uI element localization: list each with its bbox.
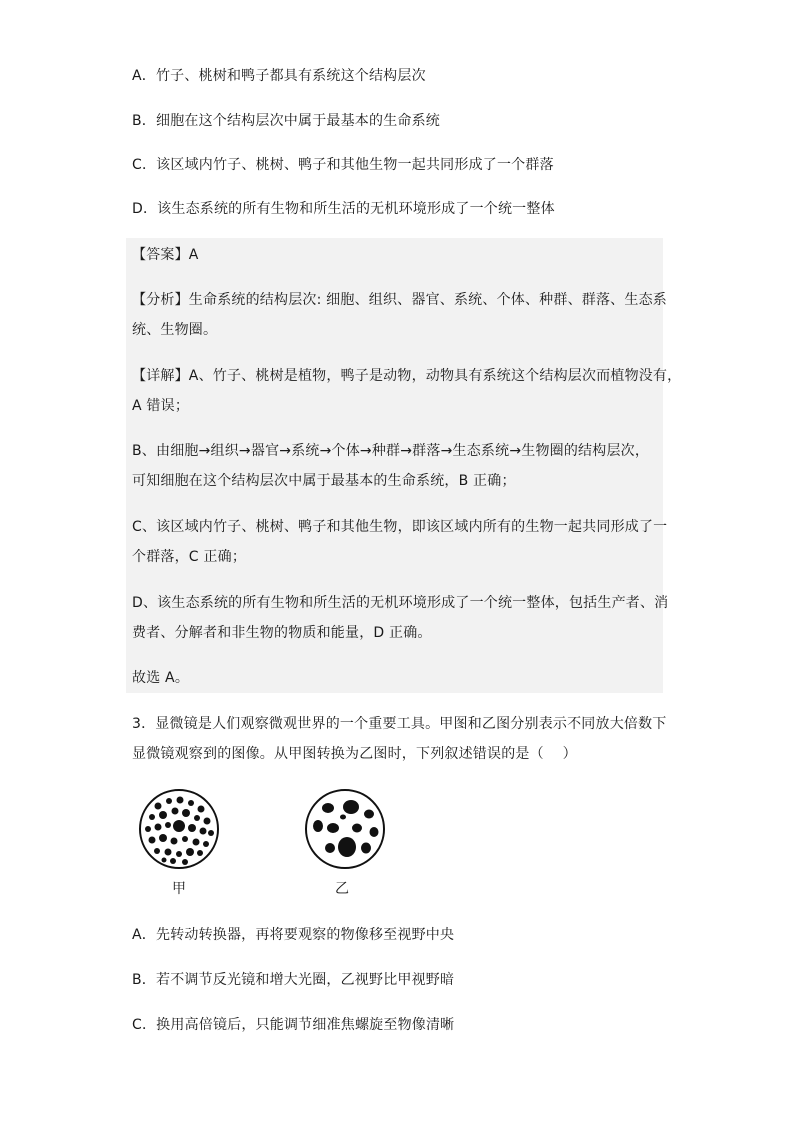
detail-line-6: 个群落，C 正确；: [132, 549, 247, 565]
question3-option-a: A．先转动转换器，再将要观察的物像移至视野中央: [132, 927, 455, 943]
detail-line-4: 可知细胞在这个结构层次中属于最基本的生命系统，B 正确；: [132, 473, 516, 489]
answer-line: 【答案】A: [132, 247, 199, 263]
question3-stem-2: 显微镜观察到的图像。从甲图转换为乙图时，下列叙述错误的是（ ）: [132, 746, 577, 762]
microscope-view-jia: [138, 788, 220, 870]
option-a: A．竹子、桃树和鸭子都具有系统这个结构层次: [132, 68, 426, 84]
question3-stem-1: 3．显微镜是人们观察微观世界的一个重要工具。甲图和乙图分别表示不同放大倍数下: [132, 716, 667, 732]
question3-option-c: C．换用高倍镜后，只能调节细准焦螺旋至物像清晰: [132, 1017, 455, 1033]
analysis-line-2: 统、生物圈。: [132, 322, 218, 338]
detail-line-8: 费者、分解者和非生物的物质和能量，D 正确。: [132, 625, 432, 641]
detail-line-3: B、由细胞→组织→器官→系统→个体→种群→群落→生态系统→生物圈的结构层次，: [132, 443, 650, 459]
microscope-view-yi: [304, 788, 386, 870]
option-d: D．该生态系统的所有生物和所生活的无机环境形成了一个统一整体: [132, 201, 555, 217]
detail-line-2: A 错误；: [132, 398, 190, 414]
option-b: B．细胞在这个结构层次中属于最基本的生命系统: [132, 113, 441, 129]
figure-label-jia: 甲: [172, 881, 186, 897]
question3-option-b: B．若不调节反光镜和增大光圈，乙视野比甲视野暗: [132, 972, 455, 988]
detail-line-7: D、该生态系统的所有生物和所生活的无机环境形成了一个统一整体，包括生产者、消: [132, 595, 669, 611]
option-c: C．该区域内竹子、桃树、鸭子和其他生物一起共同形成了一个群落: [132, 157, 554, 173]
figure-label-yi: 乙: [335, 881, 349, 897]
detail-line-1: 【详解】A、竹子、桃树是植物，鸭子是动物，动物具有系统这个结构层次而植物没有，: [132, 368, 682, 384]
conclusion-line: 故选 A。: [132, 670, 190, 686]
analysis-line-1: 【分析】生命系统的结构层次: 细胞、组织、器官、系统、个体、种群、群落、生态系: [132, 292, 667, 308]
detail-line-5: C、该区域内竹子、桃树、鸭子和其他生物，即该区域内所有的生物一起共同形成了一: [132, 519, 668, 535]
